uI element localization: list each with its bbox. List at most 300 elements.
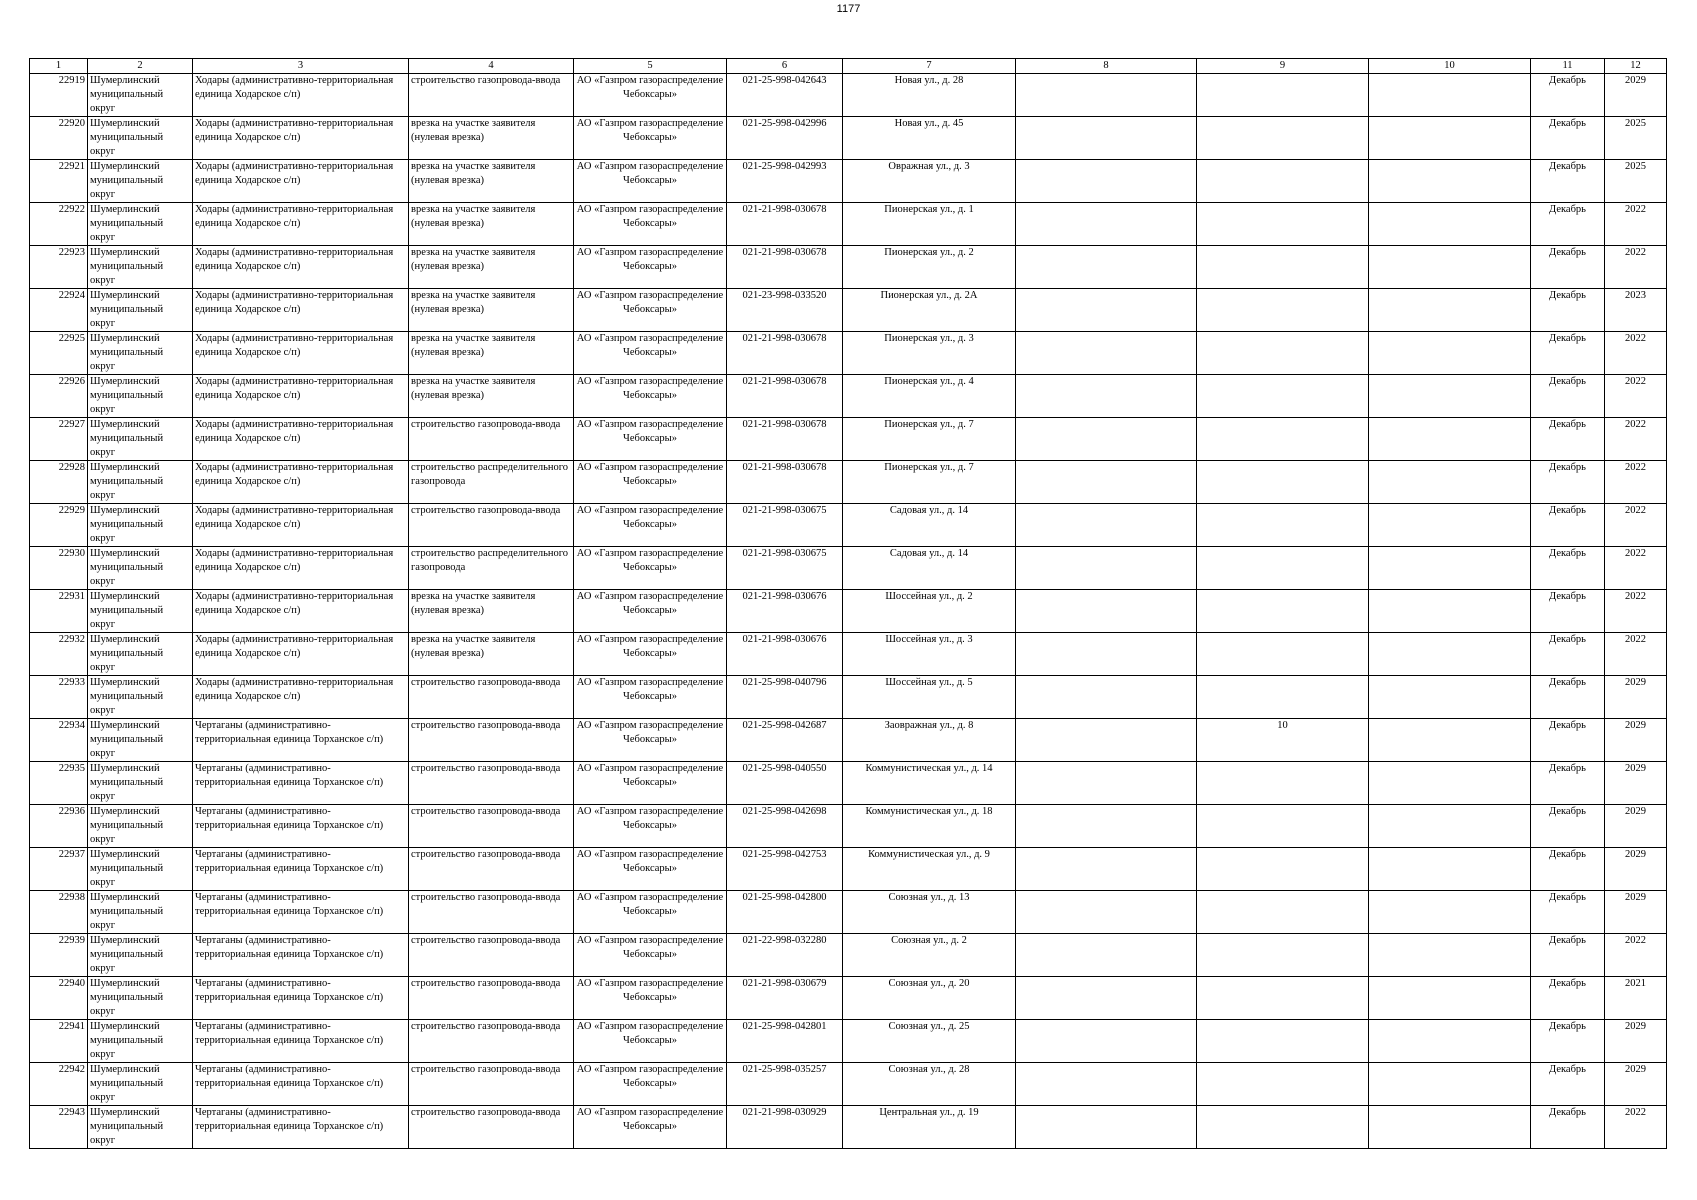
row-number-cell: 22919 [30,74,88,117]
year-cell: 2029 [1605,719,1667,762]
column-8-cell [1016,676,1197,719]
column-8-cell [1016,375,1197,418]
column-8-cell [1016,633,1197,676]
table-row [30,633,1667,676]
column-9-cell [1197,117,1369,160]
month-cell: Декабрь [1531,547,1605,590]
work-type-cell: врезка на участке заявителя (нулевая врезка) [409,590,574,633]
work-type-cell: врезка на участке заявителя (нулевая врезка) [409,117,574,160]
column-header: 12 [1605,59,1667,74]
table-row [30,805,1667,848]
code-cell: 021-21-998-030679 [727,977,843,1020]
table-row [30,418,1667,461]
column-9-cell [1197,203,1369,246]
district-cell: Шумерлинский муниципальный округ [88,504,193,547]
column-9-cell [1197,289,1369,332]
year-cell: 2029 [1605,1063,1667,1106]
district-cell: Шумерлинский муниципальный округ [88,117,193,160]
column-8-cell [1016,289,1197,332]
month-cell: Декабрь [1531,1020,1605,1063]
month-cell: Декабрь [1531,418,1605,461]
column-9-cell [1197,977,1369,1020]
table-row [30,203,1667,246]
column-header: 11 [1531,59,1605,74]
settlement-cell: Ходары (административно-территориальная единица Ходарское с/п) [193,633,409,676]
code-cell: 021-21-998-030678 [727,375,843,418]
column-8-cell [1016,934,1197,977]
column-8-cell [1016,504,1197,547]
settlement-cell: Чертаганы (административно-территориальная единица Торханское с/п) [193,848,409,891]
column-9-cell [1197,332,1369,375]
table-row [30,332,1667,375]
settlement-cell: Чертаганы (административно-территориальная единица Торханское с/п) [193,891,409,934]
column-8-cell [1016,848,1197,891]
column-9-cell [1197,74,1369,117]
column-10-cell [1369,504,1531,547]
month-cell: Декабрь [1531,848,1605,891]
column-10-cell [1369,977,1531,1020]
organization-cell: АО «Газпром газораспределение Чебоксары» [574,934,727,977]
month-cell: Декабрь [1531,461,1605,504]
settlement-cell: Ходары (административно-территориальная единица Ходарское с/п) [193,289,409,332]
month-cell: Декабрь [1531,676,1605,719]
year-cell: 2022 [1605,633,1667,676]
work-type-cell: строительство газопровода-ввода [409,805,574,848]
work-type-cell: врезка на участке заявителя (нулевая врезка) [409,633,574,676]
column-10-cell [1369,1063,1531,1106]
column-8-cell [1016,418,1197,461]
column-10-cell [1369,848,1531,891]
column-9-cell [1197,1020,1369,1063]
column-9-cell [1197,934,1369,977]
row-number-cell: 22929 [30,504,88,547]
year-cell: 2022 [1605,590,1667,633]
address-cell: Садовая ул., д. 14 [843,504,1016,547]
column-10-cell [1369,934,1531,977]
column-8-cell [1016,805,1197,848]
column-9-cell [1197,1063,1369,1106]
column-9-cell [1197,891,1369,934]
column-10-cell [1369,1020,1531,1063]
column-number-row [30,59,1667,74]
district-cell: Шумерлинский муниципальный округ [88,160,193,203]
organization-cell: АО «Газпром газораспределение Чебоксары» [574,117,727,160]
organization-cell: АО «Газпром газораспределение Чебоксары» [574,461,727,504]
month-cell: Декабрь [1531,762,1605,805]
address-cell: Пионерская ул., д. 4 [843,375,1016,418]
row-number-cell: 22931 [30,590,88,633]
column-10-cell [1369,74,1531,117]
column-10-cell [1369,590,1531,633]
month-cell: Декабрь [1531,805,1605,848]
year-cell: 2025 [1605,160,1667,203]
column-8-cell [1016,1063,1197,1106]
row-number-cell: 22926 [30,375,88,418]
district-cell: Шумерлинский муниципальный округ [88,633,193,676]
settlement-cell: Чертаганы (административно-территориальная единица Торханское с/п) [193,762,409,805]
month-cell: Декабрь [1531,1106,1605,1149]
settlement-cell: Ходары (административно-территориальная единица Ходарское с/п) [193,375,409,418]
column-8-cell [1016,203,1197,246]
code-cell: 021-25-998-042753 [727,848,843,891]
organization-cell: АО «Газпром газораспределение Чебоксары» [574,719,727,762]
work-type-cell: строительство газопровода-ввода [409,977,574,1020]
address-cell: Пионерская ул., д. 7 [843,418,1016,461]
column-8-cell [1016,977,1197,1020]
row-number-cell: 22933 [30,676,88,719]
work-type-cell: строительство газопровода-ввода [409,1020,574,1063]
year-cell: 2022 [1605,246,1667,289]
column-10-cell [1369,375,1531,418]
column-10-cell [1369,633,1531,676]
organization-cell: АО «Газпром газораспределение Чебоксары» [574,1106,727,1149]
organization-cell: АО «Газпром газораспределение Чебоксары» [574,805,727,848]
organization-cell: АО «Газпром газораспределение Чебоксары» [574,590,727,633]
work-type-cell: строительство газопровода-ввода [409,719,574,762]
work-type-cell: врезка на участке заявителя (нулевая врезка) [409,160,574,203]
district-cell: Шумерлинский муниципальный округ [88,375,193,418]
column-9-cell [1197,160,1369,203]
code-cell: 021-21-998-030678 [727,461,843,504]
district-cell: Шумерлинский муниципальный округ [88,805,193,848]
column-9-cell [1197,461,1369,504]
column-10-cell [1369,160,1531,203]
settlement-cell: Ходары (административно-территориальная единица Ходарское с/п) [193,547,409,590]
table-body [30,74,1667,1149]
organization-cell: АО «Газпром газораспределение Чебоксары» [574,891,727,934]
address-cell: Союзная ул., д. 20 [843,977,1016,1020]
column-header: 7 [843,59,1016,74]
table-row [30,762,1667,805]
month-cell: Декабрь [1531,891,1605,934]
address-cell: Коммунистическая ул., д. 18 [843,805,1016,848]
address-cell: Шоссейная ул., д. 3 [843,633,1016,676]
table-row [30,547,1667,590]
district-cell: Шумерлинский муниципальный округ [88,676,193,719]
column-10-cell [1369,547,1531,590]
column-10-cell [1369,246,1531,289]
column-9-cell [1197,375,1369,418]
settlement-cell: Ходары (административно-территориальная единица Ходарское с/п) [193,332,409,375]
work-type-cell: врезка на участке заявителя (нулевая врезка) [409,203,574,246]
table-row [30,891,1667,934]
table-row [30,461,1667,504]
column-8-cell [1016,117,1197,160]
organization-cell: АО «Газпром газораспределение Чебоксары» [574,418,727,461]
code-cell: 021-25-998-040796 [727,676,843,719]
column-8-cell [1016,74,1197,117]
column-9-cell: 10 [1197,719,1369,762]
row-number-cell: 22920 [30,117,88,160]
work-type-cell: врезка на участке заявителя (нулевая врезка) [409,246,574,289]
district-cell: Шумерлинский муниципальный округ [88,203,193,246]
code-cell: 021-21-998-030678 [727,203,843,246]
column-9-cell [1197,547,1369,590]
year-cell: 2023 [1605,289,1667,332]
column-10-cell [1369,805,1531,848]
year-cell: 2029 [1605,676,1667,719]
column-9-cell [1197,633,1369,676]
month-cell: Декабрь [1531,117,1605,160]
work-type-cell: врезка на участке заявителя (нулевая врезка) [409,332,574,375]
table-row [30,246,1667,289]
row-number-cell: 22935 [30,762,88,805]
address-cell: Садовая ул., д. 14 [843,547,1016,590]
work-type-cell: строительство газопровода-ввода [409,891,574,934]
month-cell: Декабрь [1531,203,1605,246]
year-cell: 2022 [1605,203,1667,246]
row-number-cell: 22932 [30,633,88,676]
month-cell: Декабрь [1531,332,1605,375]
row-number-cell: 22938 [30,891,88,934]
code-cell: 021-21-998-030678 [727,332,843,375]
address-cell: Пионерская ул., д. 3 [843,332,1016,375]
column-header: 3 [193,59,409,74]
row-number-cell: 22942 [30,1063,88,1106]
code-cell: 021-25-998-040550 [727,762,843,805]
settlement-cell: Чертаганы (административно-территориальная единица Торханское с/п) [193,1106,409,1149]
gas-connection-table [29,58,1667,1149]
column-8-cell [1016,590,1197,633]
settlement-cell: Чертаганы (административно-территориальная единица Торханское с/п) [193,719,409,762]
address-cell: Коммунистическая ул., д. 9 [843,848,1016,891]
code-cell: 021-25-998-042996 [727,117,843,160]
row-number-cell: 22943 [30,1106,88,1149]
row-number-cell: 22924 [30,289,88,332]
code-cell: 021-23-998-033520 [727,289,843,332]
organization-cell: АО «Газпром газораспределение Чебоксары» [574,762,727,805]
organization-cell: АО «Газпром газораспределение Чебоксары» [574,547,727,590]
column-9-cell [1197,805,1369,848]
column-10-cell [1369,762,1531,805]
address-cell: Пионерская ул., д. 2А [843,289,1016,332]
month-cell: Декабрь [1531,246,1605,289]
district-cell: Шумерлинский муниципальный округ [88,418,193,461]
month-cell: Декабрь [1531,1063,1605,1106]
year-cell: 2029 [1605,805,1667,848]
code-cell: 021-21-998-030675 [727,547,843,590]
organization-cell: АО «Газпром газораспределение Чебоксары» [574,375,727,418]
row-number-cell: 22927 [30,418,88,461]
year-cell: 2022 [1605,934,1667,977]
settlement-cell: Ходары (административно-территориальная единица Ходарское с/п) [193,590,409,633]
code-cell: 021-22-998-032280 [727,934,843,977]
row-number-cell: 22930 [30,547,88,590]
code-cell: 021-25-998-042643 [727,74,843,117]
table-row [30,74,1667,117]
work-type-cell: врезка на участке заявителя (нулевая врезка) [409,375,574,418]
organization-cell: АО «Газпром газораспределение Чебоксары» [574,160,727,203]
organization-cell: АО «Газпром газораспределение Чебоксары» [574,74,727,117]
month-cell: Декабрь [1531,160,1605,203]
table-row [30,676,1667,719]
address-cell: Союзная ул., д. 25 [843,1020,1016,1063]
column-header: 1 [30,59,88,74]
address-cell: Союзная ул., д. 13 [843,891,1016,934]
column-9-cell [1197,762,1369,805]
code-cell: 021-21-998-030676 [727,633,843,676]
work-type-cell: строительство распределительного газопровода [409,461,574,504]
year-cell: 2022 [1605,1106,1667,1149]
year-cell: 2029 [1605,1020,1667,1063]
work-type-cell: строительство газопровода-ввода [409,1063,574,1106]
settlement-cell: Ходары (административно-территориальная единица Ходарское с/п) [193,160,409,203]
settlement-cell: Ходары (административно-территориальная единица Ходарское с/п) [193,461,409,504]
work-type-cell: строительство газопровода-ввода [409,504,574,547]
column-10-cell [1369,289,1531,332]
settlement-cell: Ходары (административно-территориальная единица Ходарское с/п) [193,74,409,117]
year-cell: 2029 [1605,74,1667,117]
code-cell: 021-21-998-030676 [727,590,843,633]
work-type-cell: строительство газопровода-ввода [409,762,574,805]
year-cell: 2022 [1605,418,1667,461]
work-type-cell: строительство газопровода-ввода [409,1106,574,1149]
work-type-cell: строительство газопровода-ввода [409,676,574,719]
settlement-cell: Ходары (административно-территориальная единица Ходарское с/п) [193,246,409,289]
work-type-cell: строительство распределительного газопровода [409,547,574,590]
column-10-cell [1369,1106,1531,1149]
district-cell: Шумерлинский муниципальный округ [88,246,193,289]
settlement-cell: Чертаганы (административно-территориальная единица Торханское с/п) [193,934,409,977]
table-row [30,117,1667,160]
code-cell: 021-25-998-042687 [727,719,843,762]
column-9-cell [1197,504,1369,547]
settlement-cell: Ходары (административно-территориальная единица Ходарское с/п) [193,117,409,160]
column-8-cell [1016,160,1197,203]
column-8-cell [1016,719,1197,762]
settlement-cell: Ходары (административно-территориальная единица Ходарское с/п) [193,676,409,719]
code-cell: 021-21-998-030678 [727,418,843,461]
organization-cell: АО «Газпром газораспределение Чебоксары» [574,848,727,891]
column-8-cell [1016,547,1197,590]
code-cell: 021-21-998-030929 [727,1106,843,1149]
district-cell: Шумерлинский муниципальный округ [88,74,193,117]
year-cell: 2022 [1605,504,1667,547]
address-cell: Союзная ул., д. 2 [843,934,1016,977]
column-8-cell [1016,891,1197,934]
table-row [30,160,1667,203]
address-cell: Союзная ул., д. 28 [843,1063,1016,1106]
organization-cell: АО «Газпром газораспределение Чебоксары» [574,203,727,246]
district-cell: Шумерлинский муниципальный округ [88,289,193,332]
code-cell: 021-25-998-042698 [727,805,843,848]
district-cell: Шумерлинский муниципальный округ [88,891,193,934]
month-cell: Декабрь [1531,375,1605,418]
column-10-cell [1369,719,1531,762]
code-cell: 021-25-998-035257 [727,1063,843,1106]
district-cell: Шумерлинский муниципальный округ [88,977,193,1020]
year-cell: 2029 [1605,891,1667,934]
work-type-cell: строительство газопровода-ввода [409,74,574,117]
column-10-cell [1369,117,1531,160]
district-cell: Шумерлинский муниципальный округ [88,934,193,977]
column-10-cell [1369,461,1531,504]
district-cell: Шумерлинский муниципальный округ [88,590,193,633]
column-header: 5 [574,59,727,74]
address-cell: Пионерская ул., д. 2 [843,246,1016,289]
column-8-cell [1016,461,1197,504]
organization-cell: АО «Газпром газораспределение Чебоксары» [574,504,727,547]
code-cell: 021-25-998-042993 [727,160,843,203]
district-cell: Шумерлинский муниципальный округ [88,762,193,805]
address-cell: Заовражная ул., д. 8 [843,719,1016,762]
column-9-cell [1197,848,1369,891]
table-row [30,848,1667,891]
row-number-cell: 22941 [30,1020,88,1063]
year-cell: 2025 [1605,117,1667,160]
settlement-cell: Чертаганы (административно-территориальная единица Торханское с/п) [193,977,409,1020]
column-8-cell [1016,762,1197,805]
address-cell: Овражная ул., д. 3 [843,160,1016,203]
row-number-cell: 22939 [30,934,88,977]
table-row [30,1020,1667,1063]
column-8-cell [1016,246,1197,289]
column-9-cell [1197,418,1369,461]
settlement-cell: Ходары (административно-территориальная единица Ходарское с/п) [193,203,409,246]
organization-cell: АО «Газпром газораспределение Чебоксары» [574,1020,727,1063]
table-row [30,289,1667,332]
column-10-cell [1369,203,1531,246]
month-cell: Декабрь [1531,977,1605,1020]
column-10-cell [1369,418,1531,461]
row-number-cell: 22922 [30,203,88,246]
year-cell: 2029 [1605,848,1667,891]
year-cell: 2022 [1605,461,1667,504]
organization-cell: АО «Газпром газораспределение Чебоксары» [574,676,727,719]
column-10-cell [1369,676,1531,719]
row-number-cell: 22925 [30,332,88,375]
column-9-cell [1197,590,1369,633]
address-cell: Коммунистическая ул., д. 14 [843,762,1016,805]
year-cell: 2022 [1605,547,1667,590]
month-cell: Декабрь [1531,74,1605,117]
district-cell: Шумерлинский муниципальный округ [88,547,193,590]
row-number-cell: 22923 [30,246,88,289]
row-number-cell: 22934 [30,719,88,762]
table-row [30,719,1667,762]
table-row [30,504,1667,547]
work-type-cell: строительство газопровода-ввода [409,848,574,891]
address-cell: Шоссейная ул., д. 5 [843,676,1016,719]
column-10-cell [1369,891,1531,934]
year-cell: 2021 [1605,977,1667,1020]
work-type-cell: строительство газопровода-ввода [409,418,574,461]
table-row [30,1063,1667,1106]
district-cell: Шумерлинский муниципальный округ [88,1063,193,1106]
district-cell: Шумерлинский муниципальный округ [88,332,193,375]
settlement-cell: Чертаганы (административно-территориальная единица Торханское с/п) [193,1020,409,1063]
column-8-cell [1016,1106,1197,1149]
month-cell: Декабрь [1531,289,1605,332]
table-row [30,590,1667,633]
year-cell: 2022 [1605,375,1667,418]
organization-cell: АО «Газпром газораспределение Чебоксары» [574,332,727,375]
row-number-cell: 22921 [30,160,88,203]
month-cell: Декабрь [1531,504,1605,547]
code-cell: 021-25-998-042800 [727,891,843,934]
year-cell: 2029 [1605,762,1667,805]
work-type-cell: строительство газопровода-ввода [409,934,574,977]
organization-cell: АО «Газпром газораспределение Чебоксары» [574,633,727,676]
table-row [30,375,1667,418]
table-row [30,977,1667,1020]
settlement-cell: Чертаганы (административно-территориальная единица Торханское с/п) [193,805,409,848]
code-cell: 021-21-998-030678 [727,246,843,289]
district-cell: Шумерлинский муниципальный округ [88,719,193,762]
column-header: 9 [1197,59,1369,74]
address-cell: Центральная ул., д. 19 [843,1106,1016,1149]
column-9-cell [1197,676,1369,719]
